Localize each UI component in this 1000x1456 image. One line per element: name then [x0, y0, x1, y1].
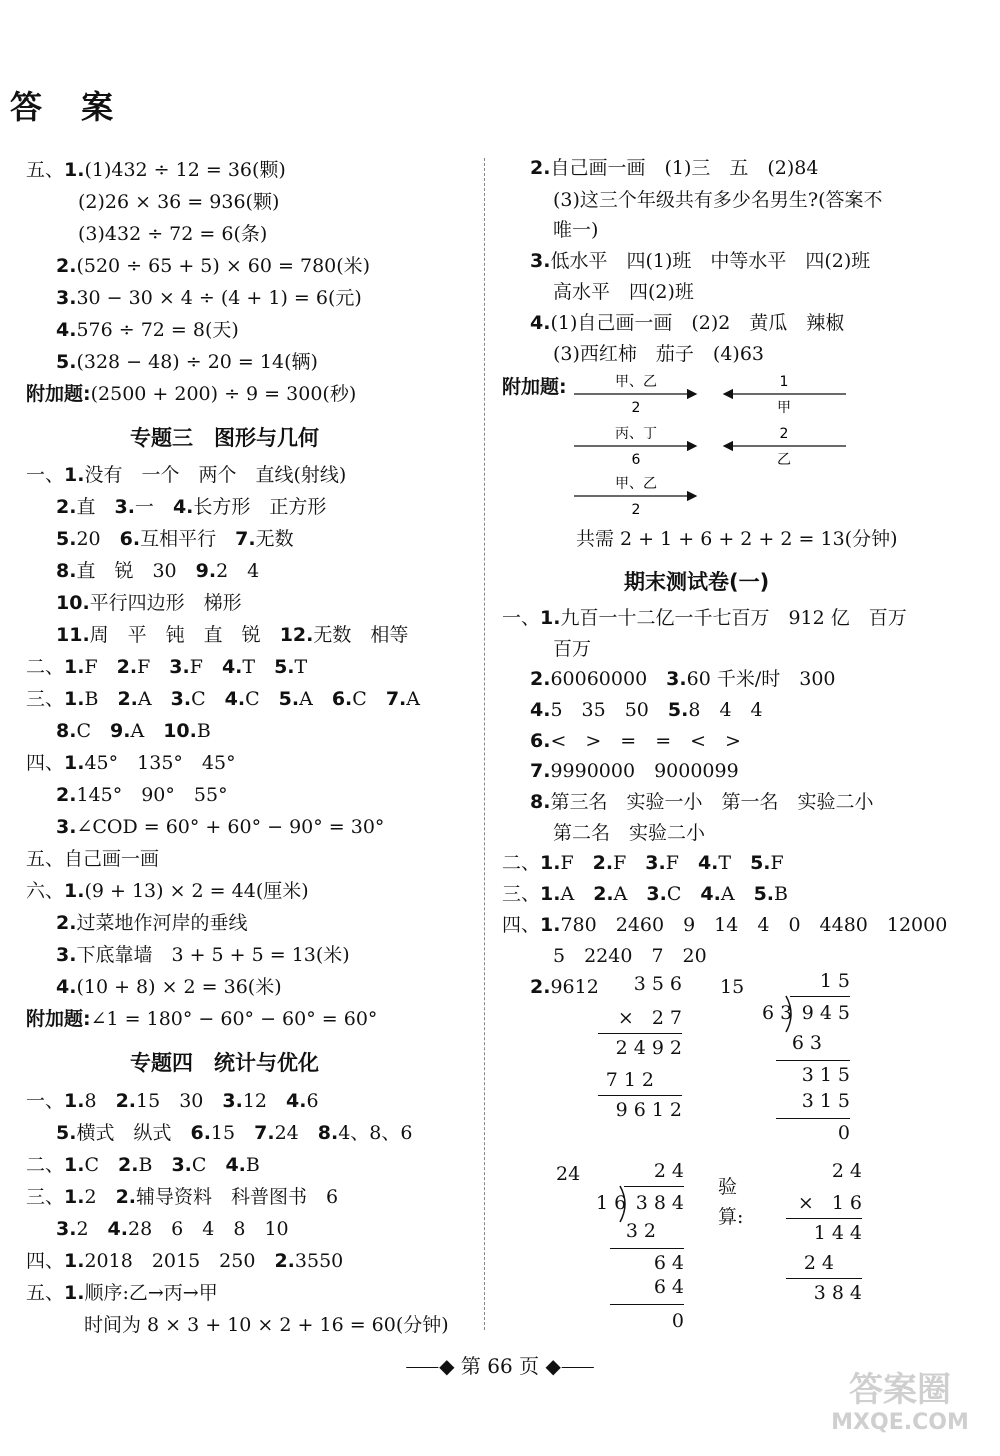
answer-line: 3.下底靠墙 3 + 5 + 5 = 13(米) — [56, 944, 350, 966]
arrow-label: 2 — [631, 400, 641, 416]
calc-row: 384 — [813, 1282, 868, 1304]
verify-label: 验算: — [718, 1176, 744, 1228]
answer-line: 二、1.C 2.B 3.C 4.B — [26, 1154, 260, 1176]
answer-line: 10.平行四边形 梯形 — [56, 592, 242, 614]
calc-row: 16 — [596, 1192, 633, 1214]
answer-line: 3.∠COD = 60° + 60° − 90° = 30° — [56, 816, 385, 838]
crossing-diagram — [566, 366, 856, 526]
answer-line: 5 2240 7 20 — [553, 945, 707, 967]
answer-line: 二、1.F 2.F 3.F 4.T 5.F — [502, 852, 784, 874]
answer-line: 四、1.45° 135° 45° — [26, 752, 236, 774]
calc-row: 315 — [801, 1064, 856, 1086]
calc-row: 64 — [653, 1252, 690, 1274]
watermark-logo-text: 答案圈 — [849, 1370, 951, 1410]
answer-line: 3.2 4.28 6 4 8 10 — [56, 1218, 289, 1240]
calc-row: 0 — [837, 1122, 856, 1144]
answer-line: 5.20 6.互相平行 7.无数 — [56, 528, 294, 550]
answer-line: 2.过菜地作河岸的垂线 — [56, 912, 248, 934]
arrow-label: 2 — [631, 502, 641, 518]
calc-row: 32 — [625, 1220, 662, 1242]
calc-row: × 27 — [617, 1007, 688, 1029]
answer-line: 2.自己画一画 (1)三 五 (2)84 — [530, 157, 819, 179]
section-heading: 专题四 统计与优化 — [130, 1051, 319, 1075]
answer-line: (3)这三个年级共有多少名男生?(答案不 — [553, 189, 883, 211]
answer-line: 时间为 8 × 3 + 10 × 2 + 16 = 60(分钟) — [84, 1314, 449, 1336]
footer-ornament-right: ◆⸺ — [545, 1354, 595, 1378]
site-watermark — [810, 1370, 990, 1450]
arrow-label: 甲、乙 — [615, 476, 657, 492]
division-work — [760, 970, 856, 1150]
calc-row: 2492 — [615, 1037, 688, 1059]
calc-row: 0 — [671, 1310, 690, 1332]
answer-line: 五、1.顺序:乙→丙→甲 — [26, 1282, 218, 1304]
arrow-label: 1 — [779, 374, 789, 390]
answer-line: 2.145° 90° 55° — [56, 784, 228, 806]
multiplication-work — [598, 973, 688, 1133]
calc-row: 9612 — [615, 1099, 688, 1121]
answer-line: 第二名 实验二小 — [553, 822, 706, 844]
answer-line: 2.(520 ÷ 65 + 5) × 60 = 780(米) — [56, 255, 371, 277]
answer-line: 3.30 − 30 × 4 ÷ (4 + 1) = 6(元) — [56, 287, 362, 309]
answer-line: 5.(328 − 48) ÷ 20 = 14(辆) — [56, 351, 318, 373]
answer-line: (3)西红柿 茄子 (4)63 — [553, 343, 765, 365]
answer-line: 2.直 3.一 4.长方形 正方形 — [56, 496, 327, 518]
answer-line: 三、1.B 2.A 3.C 4.C 5.A 6.C 7.A — [26, 688, 420, 710]
calc-rule — [776, 1118, 850, 1119]
calc-row: 712 — [605, 1069, 660, 1091]
calc-row: 945 — [801, 1002, 856, 1024]
answer-line: 高水平 四(2)班 — [553, 281, 694, 303]
answer-line: 15 — [720, 976, 745, 998]
calc-row: 315 — [801, 1090, 856, 1112]
answer-line: 唯一) — [553, 219, 599, 241]
answer-line: 五、1.(1)432 ÷ 12 = 36(颗) — [26, 159, 286, 181]
section-heading: 期末测试卷(一) — [624, 570, 770, 594]
calc-row: 63 — [791, 1032, 828, 1054]
division-bracket — [618, 1184, 630, 1224]
answer-line: 附加题:(2500 + 200) ÷ 9 = 300(秒) — [26, 383, 357, 405]
answer-line: 8.C 9.A 10.B — [56, 720, 211, 742]
calc-rule — [598, 1033, 682, 1034]
column-divider — [484, 158, 485, 1330]
calc-row: 384 — [635, 1192, 690, 1214]
answer-line: 4.576 ÷ 72 = 8(天) — [56, 319, 239, 341]
calc-rule — [786, 1278, 862, 1279]
page-title: 答 案 — [10, 88, 128, 126]
calc-row: 63 — [762, 1002, 799, 1024]
footer-ornament-left: ⸺◆ — [405, 1354, 455, 1378]
page-number: 第 66 页 — [460, 1354, 540, 1378]
answer-line: 8.第三名 实验一小 第一名 实验二小 — [530, 791, 874, 813]
arrow-label: 甲 — [777, 400, 791, 416]
calc-row: 64 — [653, 1276, 690, 1298]
answer-line: 6.< > = = < > — [530, 730, 741, 752]
answer-line: 共需 2 + 1 + 6 + 2 + 2 = 13(分钟) — [576, 528, 898, 550]
arrow-label: 丙、丁 — [615, 426, 657, 442]
calc-row: 24 — [653, 1160, 690, 1182]
calc-rule — [598, 1095, 682, 1096]
calc-row: 24 — [831, 1160, 868, 1182]
answer-line: 三、1.A 2.A 3.C 4.A 5.B — [502, 883, 788, 905]
calc-rule — [624, 1186, 684, 1187]
arrow-label: 乙 — [777, 452, 791, 468]
calc-rule — [610, 1304, 684, 1305]
calc-rule — [776, 1060, 850, 1061]
answer-line: 五、自己画一画 — [26, 848, 160, 870]
answer-line: 一、1.8 2.15 30 3.12 4.6 — [26, 1090, 319, 1112]
section-heading: 专题三 图形与几何 — [130, 426, 319, 450]
bonus-label: 附加题: — [502, 376, 567, 398]
calc-row: 15 — [819, 970, 856, 992]
answer-line: 4.(10 + 8) × 2 = 36(米) — [56, 976, 282, 998]
answer-line: 二、1.F 2.F 3.F 4.T 5.T — [26, 656, 308, 678]
calc-rule — [790, 996, 850, 997]
calc-row: 144 — [813, 1222, 868, 1244]
division-work — [594, 1160, 690, 1340]
answer-line: (2)26 × 36 = 936(颗) — [78, 191, 280, 213]
answer-line: 5.横式 纵式 6.15 7.24 8.4、8、6 — [56, 1122, 413, 1144]
answer-line: 4.(1)自己画一画 (2)2 黄瓜 辣椒 — [530, 312, 845, 334]
arrow-label: 6 — [631, 452, 641, 468]
answer-line: 百万 — [553, 638, 592, 660]
answer-line: 一、1.九百一十二亿一千七百万 912 亿 百万 — [502, 607, 907, 629]
answer-line: 四、1.2018 2015 250 2.3550 — [26, 1250, 344, 1272]
answer-line: 2.60060000 3.60 千米/时 300 — [530, 668, 836, 690]
calc-row: × 16 — [797, 1192, 868, 1214]
answer-line: 一、1.没有 一个 两个 直线(射线) — [26, 464, 347, 486]
answer-line: 7.9990000 9000099 — [530, 760, 739, 782]
multiplication-work — [786, 1160, 868, 1320]
answer-line: 11.周 平 钝 直 锐 12.无数 相等 — [56, 624, 409, 646]
answer-line: 附加题:∠1 = 180° − 60° − 60° = 60° — [26, 1008, 378, 1030]
calc-row: 24 — [803, 1252, 840, 1274]
arrow-label: 甲、乙 — [615, 374, 657, 390]
answer-line: 24 — [556, 1163, 581, 1185]
answer-line: 六、1.(9 + 13) × 2 = 44(厘米) — [26, 880, 309, 902]
calc-rule — [786, 1218, 862, 1219]
calc-rule — [610, 1248, 684, 1249]
answer-line: (3)432 ÷ 72 = 6(条) — [78, 223, 268, 245]
answer-line: 4.5 35 50 5.8 4 4 — [530, 699, 763, 721]
watermark-url: MXQE.COM — [831, 1410, 969, 1435]
arrow-label: 2 — [779, 426, 789, 442]
calc-row: 356 — [633, 973, 688, 995]
answer-line: 四、1.780 2460 9 14 4 0 4480 12000 — [502, 914, 948, 936]
division-bracket — [784, 994, 796, 1034]
answer-line: 3.低水平 四(1)班 中等水平 四(2)班 — [530, 250, 871, 272]
answer-line: 8.直 锐 30 9.2 4 — [56, 560, 260, 582]
answer-line: 2.9612 — [530, 976, 599, 998]
answer-line: 三、1.2 2.辅导资料 科普图书 6 — [26, 1186, 339, 1208]
